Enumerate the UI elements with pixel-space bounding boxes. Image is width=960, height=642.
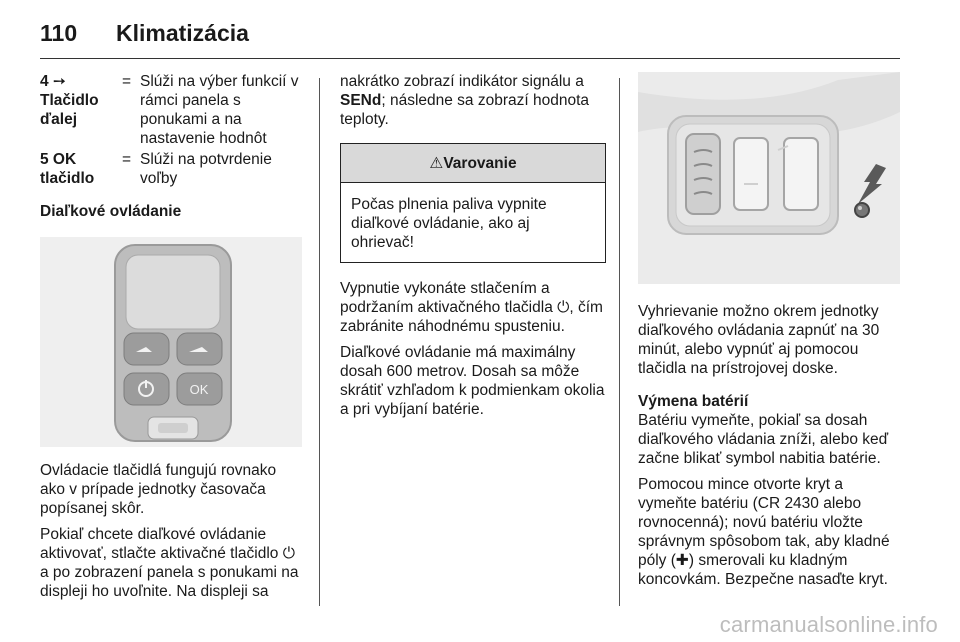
column-left [40, 72, 304, 608]
page-title: Klimatizácia [116, 20, 249, 46]
definition-row [40, 150, 304, 188]
column-divider [619, 78, 620, 606]
definition-row [40, 72, 304, 148]
definition-description: Slúži na potvrdenie voľby [140, 151, 272, 187]
column-divider [319, 78, 320, 606]
paragraph: Diaľkové ovládanie má maximálny dosah 600 metrov. Dosah sa môže skrátiť vzhľadom k podmienkam okolia a pri vybíjaní batérie. [340, 344, 605, 418]
paragraph: Batériu vymeňte, pokiaľ sa dosah diaľkového vládania zníži, alebo keď začne blikať symbol nabitia batérie. [638, 412, 889, 467]
definition-term: 4 ➙ Tlačidlo ďalej [40, 73, 99, 128]
text-fragment: ; následne sa zobrazí hodnota teploty. [340, 92, 590, 128]
paragraph: Vypnutie vykonáte stlačením a podržaním aktivačného tlačidla ⏻, čím zabránite náhodnému spusteniu. [340, 280, 603, 335]
column-right [638, 72, 904, 596]
remote-ok-label: OK [189, 382, 209, 397]
remote-control-icon [40, 237, 302, 447]
site-watermark: carmanualsonline.info [719, 612, 938, 637]
warning-text: Počas plnenia paliva vypnite diaľkové ovládanie, ako aj ohrievač! [351, 196, 547, 251]
definition-equals: = [122, 73, 132, 90]
send-indicator-text: SENd [340, 92, 382, 109]
definition-description: Slúži na výber funkcií v rámci panela s ponukami a na nastavenie hodnôt [140, 73, 299, 147]
remote-control-illustration [40, 237, 302, 447]
section-heading-remote: Diaľkové ovládanie [40, 203, 182, 220]
paragraph: Ovládacie tlačidlá fungujú rovnako ako v prípade jednotky časovača popísanej skôr. [40, 462, 277, 517]
plus-pole-icon: ✚ [675, 552, 689, 569]
dashboard-switch-icon [638, 72, 900, 284]
warning-title: Varovanie [443, 155, 517, 172]
warning-header [341, 144, 605, 183]
page-number: 110 [40, 20, 78, 46]
section-heading-battery: Výmena batérií [638, 393, 749, 410]
page-header [40, 14, 900, 59]
paragraph [340, 72, 606, 129]
paragraph [638, 475, 904, 589]
warning-box [340, 143, 606, 263]
text-fragment: nakrátko zobrazí indikátor signálu a [340, 73, 584, 90]
warning-icon: ⚠ [429, 155, 444, 172]
definition-equals: = [122, 151, 132, 168]
dashboard-switch-illustration [638, 72, 900, 284]
text-fragment: ) smerovali ku kladným koncovkám. Bezpečne nasaďte kryt. [638, 552, 888, 588]
paragraph: Pokiaľ chcete diaľkové ovládanie aktivovať, stlačte aktivačné tlačidlo ⏻ a po zobrazení panela s ponukami na displeji ho uvoľnite. Na displeji sa [40, 526, 299, 600]
column-middle [340, 72, 606, 426]
definition-term: 5 OK tlačidlo [40, 151, 95, 187]
paragraph: Vyhrievanie možno okrem jednotky diaľkového ovládania zapnúť na 30 minút, alebo vypnúť aj pomocou tlačidla na prístrojovej doske. [638, 303, 880, 377]
text-fragment: Pomocou mince otvorte kryt a vymeňte batériu (CR 2430 alebo rovnocenná); novú batériu vložte správnym spôsobom tak, aby kladné póly ( [638, 476, 890, 569]
button-definition-list [40, 72, 304, 188]
